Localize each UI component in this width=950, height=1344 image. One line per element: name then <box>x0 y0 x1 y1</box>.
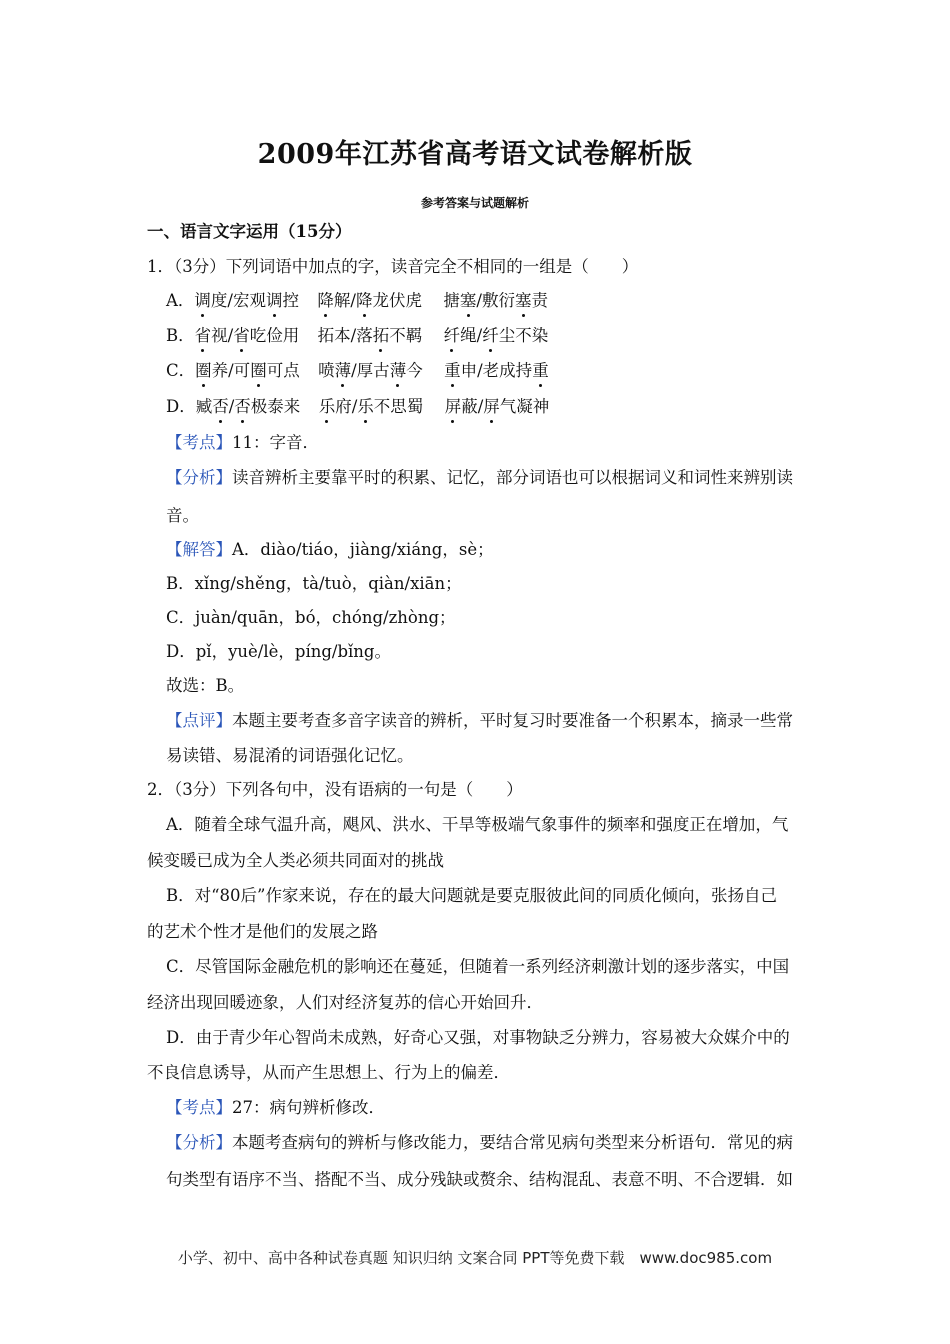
q1-answer: 故选：B。 <box>166 676 245 695</box>
q1-kaodian: 【考点】11：字音． <box>166 433 319 452</box>
q2-option-a-cont: 候变暖已成为全人类必须共同面对的挑战 <box>147 851 444 870</box>
q2-fenxi-cont: 句类型有语序不当、搭配不当、成分残缺或赘余、结构混乱、表意不明、不合逻辑．如 <box>166 1170 793 1189</box>
q1-fenxi-cont: 音。 <box>166 506 199 525</box>
page-subtitle: 参考答案与试题解析 <box>420 196 529 210</box>
q1-option-c: C．圈养/可圈可点 喷薄/厚古薄今 重申/老成持重 <box>166 361 549 380</box>
q2-fenxi: 【分析】本题考查病句的辨析与修改能力，要结合常见病句类型来分析语句．常见的病 <box>166 1133 793 1152</box>
q1-dianping-cont: 易读错、易混淆的词语强化记忆。 <box>166 746 414 765</box>
page-title: 2009年江苏省高考语文试卷解析版 <box>257 139 693 170</box>
question-2-stem: 2．（3分）下列各句中，没有语病的一句是（ ） <box>147 780 523 799</box>
q1-dianping: 【点评】本题主要考查多音字读音的辨析，平时复习时要准备一个积累本，摘录一些常 <box>166 711 793 730</box>
q2-option-c: C．尽管国际金融危机的影响还在蔓延，但随着一系列经济刺激计划的逐步落实，中国 <box>166 957 790 976</box>
q2-option-d: D．由于青少年心智尚未成熟，好奇心又强，对事物缺乏分辨力，容易被大众媒介中的 <box>166 1028 790 1047</box>
option-word: 搪塞/敷衍塞责 <box>443 291 548 310</box>
question-1-stem: 1．（3分）下列词语中加点的字，读音完全不相同的一组是（ ） <box>147 257 639 276</box>
q2-option-b: B．对“80后”作家来说，存在的最大问题就是要克服彼此间的同质化倾向，张扬自己 <box>166 886 777 905</box>
section-heading: 一、语言文字运用（15分） <box>147 222 352 241</box>
q2-kaodian: 【考点】27：病句辨析修改． <box>166 1098 385 1117</box>
q2-option-a: A．随着全球气温升高，飓风、洪水、干旱等极端气象事件的频率和强度正在增加，气 <box>166 815 789 834</box>
q1-fenxi: 【分析】读音辨析主要靠平时的积累、记忆，部分词语也可以根据词义和词性来辨别读 <box>166 468 793 487</box>
q1-jieda: 【解答】A．diào/tiáo，jiàng/xiáng，sè； <box>166 540 494 559</box>
q2-option-c-cont: 经济出现回暖迹象，人们对经济复苏的信心开始回升． <box>147 993 543 1012</box>
option-word: 调度/宏观调控 <box>194 291 299 310</box>
option-word: 降解/降龙伏虎 <box>317 291 422 310</box>
option-label: A． <box>166 291 195 310</box>
q1-option-a <box>166 290 548 312</box>
footer-banner[interactable]: 小学、初中、高中各种试卷真题 知识归纳 文案合同 PPT等免费下载 www.doc985.com <box>177 1249 773 1267</box>
q1-jieda-d: D．pǐ，yuè/lè，píng/bǐng。 <box>166 642 391 661</box>
q1-option-d: D．臧否/否极泰来 乐府/乐不思蜀 屏蔽/屏气凝神 <box>166 397 550 416</box>
q1-option-b: B．省视/省吃俭用 拓本/落拓不羁 纤绳/纤尘不染 <box>166 326 549 345</box>
q2-option-b-cont: 的艺术个性才是他们的发展之路 <box>147 922 378 941</box>
q2-option-d-cont: 不良信息诱导，从而产生思想上、行为上的偏差． <box>147 1063 510 1082</box>
q1-jieda-b: B．xǐng/shěng，tà/tuò，qiàn/xiān； <box>166 574 462 593</box>
q1-jieda-c: C．juàn/quān，bó，chóng/zhòng； <box>166 608 456 627</box>
